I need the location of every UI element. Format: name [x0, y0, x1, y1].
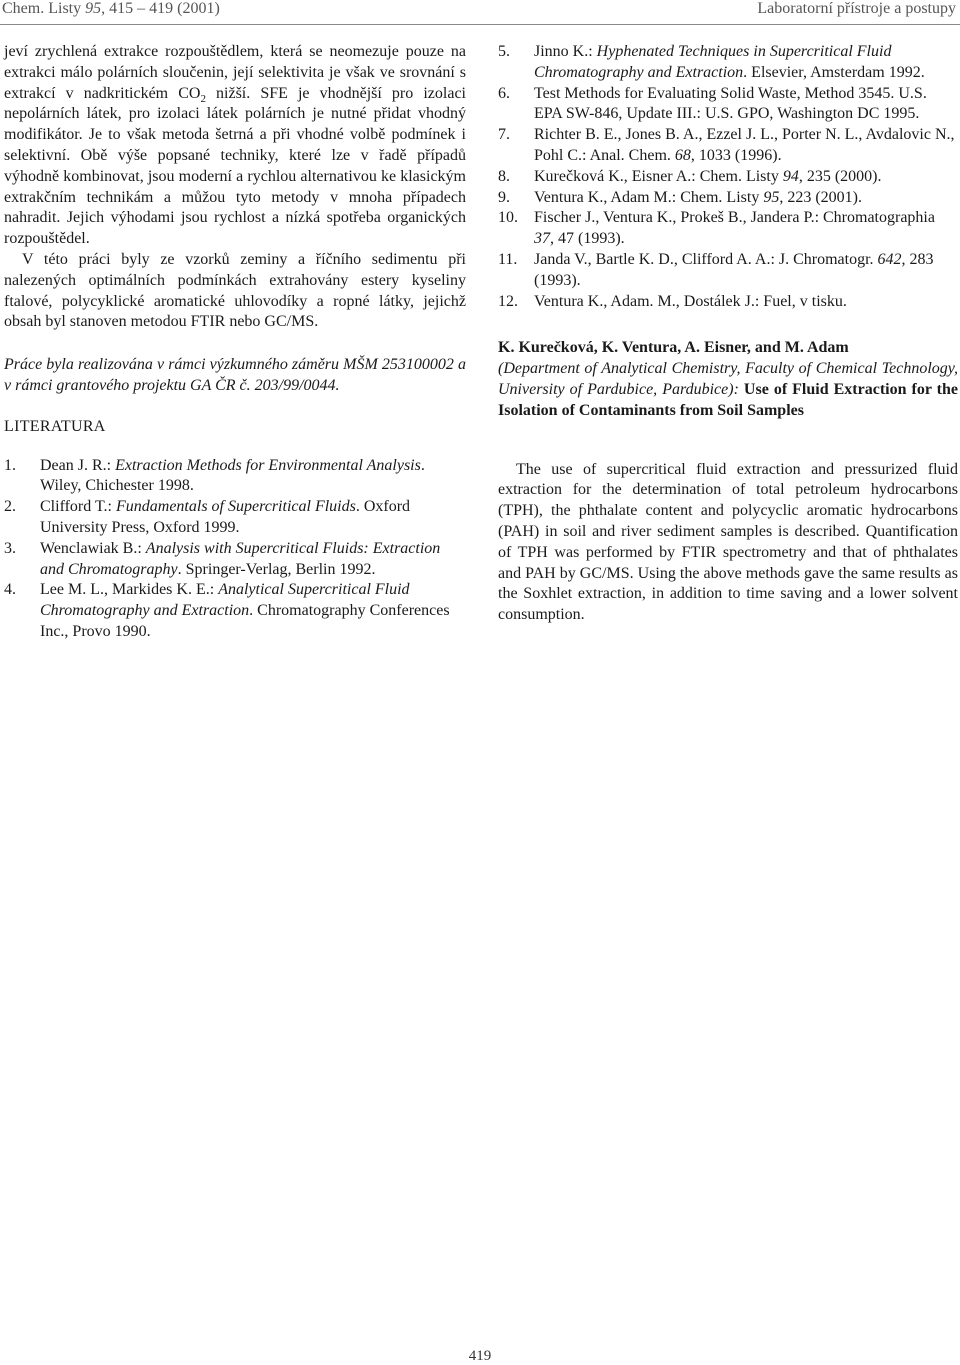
reference-volume: 642: [877, 250, 902, 268]
literature-heading: LITERATURA: [4, 417, 106, 435]
reference-number: 12.: [498, 292, 518, 310]
reference-item: [498, 208, 958, 250]
reference-item: [498, 84, 958, 126]
reference-number: 10.: [498, 209, 518, 227]
reference-list-right: [498, 42, 958, 312]
reference-publisher: . Springer-Verlag, Berlin 1992.: [177, 560, 376, 578]
reference-number: 3.: [4, 539, 16, 557]
reference-authors: Jinno K.:: [534, 43, 597, 60]
reference-volume: 37: [534, 230, 550, 248]
reference-authors: Test Methods for Evaluating Solid Waste, Method 3545. U.S. EPA SW-846, Update III.: U.S. GPO, Washington DC 1995.: [534, 84, 927, 123]
reference-number: 4.: [4, 581, 16, 599]
reference-authors: Ventura K., Adam. M., Dostálek J.: Fuel, v tisku.: [534, 292, 847, 310]
reference-title: Hyphenated Techniques in Supercritical Fluid Chromatography and Extraction: [534, 43, 892, 81]
reference-pages: , 223 (2001).: [779, 188, 862, 206]
reference-volume: 95: [763, 188, 780, 206]
body-paragraph-1: [4, 42, 466, 250]
reference-item: [4, 456, 466, 498]
reference-authors: Dean J. R.:: [40, 456, 116, 474]
reference-pages: , 1033 (1996).: [690, 146, 782, 164]
reference-title: Analytical Supercritical Fluid Chromatography and Extraction: [40, 581, 410, 620]
reference-item: [4, 497, 466, 539]
reference-item: [498, 250, 958, 292]
english-summary-heading: [498, 338, 958, 421]
reference-item: [498, 188, 958, 209]
page-number: 419: [468, 1348, 492, 1364]
journal-citation: [2, 0, 220, 18]
english-abstract: The use of supercritical fluid extraction and pressurized fluid extraction for the determination of total petroleum hydrocarbons (TPH), the phthalate content and polycyclic aromatic hydrocarbons (PAH) in soil and river sediment samples is described. Quantification of TPH was performed by FTIR spectrometry and that of phthalates and PAH by GC/MS. Using the above methods gave the same results as the Soxhlet extraction, in addition to time saving and a lower solvent consumption.: [498, 460, 958, 624]
reference-authors: Wenclawiak B.:: [40, 539, 146, 557]
reference-authors: Janda V., Bartle K. D., Clifford A. A.: J. Chromatogr.: [534, 250, 878, 268]
journal-volume: 95: [85, 0, 102, 17]
summary-title: Use of Fluid Extraction for the Isolation of Contaminants from Soil Samples: [498, 380, 959, 419]
reference-item: [498, 125, 958, 167]
reference-number: 11.: [498, 250, 518, 268]
reference-number: 5.: [498, 43, 510, 60]
left-column: [4, 42, 466, 643]
reference-item: [498, 167, 958, 188]
reference-authors: Lee M. L., Markides K. E.:: [40, 581, 219, 599]
reference-authors: Clifford T.:: [40, 498, 116, 516]
acknowledgement: Práce byla realizována v rámci výzkumného záměru MŠM 253100002 a v rámci grantového projektu GA ČR č. 203/99/0044.: [4, 356, 466, 394]
reference-number: 6.: [498, 84, 510, 102]
header-rule: [0, 24, 960, 25]
page-header: [0, 0, 960, 22]
section-title: Laboratorní přístroje a postupy: [757, 0, 956, 17]
reference-number: 9.: [498, 188, 510, 206]
reference-publisher: . Wiley, Chichester 1998.: [40, 456, 425, 495]
summary-authors: K. Kurečková, K. Ventura, A. Eisner, and M. Adam: [498, 339, 849, 357]
summary-affiliation: (Department of Analytical Chemistry, Faculty of Chemical Technology, University of Pardubice, Pardubice):: [498, 360, 958, 398]
journal-pages: , 415 – 419 (2001): [101, 0, 220, 17]
co2-subscript: 2: [200, 92, 206, 105]
reference-title: Extraction Methods for Environmental Analysis: [115, 456, 421, 474]
journal-name: Chem. Listy: [2, 0, 86, 17]
reference-volume: 68: [674, 146, 691, 164]
reference-publisher: . Elsevier, Amsterdam 1992.: [743, 63, 925, 81]
reference-item: [498, 42, 958, 84]
reference-number: 1.: [4, 456, 16, 474]
reference-authors: Richter B. E., Jones B. A., Ezzel J. L., Porter N. L., Avdalovic N., Pohl C.: Anal. Chem.: [534, 126, 955, 164]
reference-number: 7.: [498, 126, 510, 144]
reference-item: [498, 292, 958, 313]
reference-number: 2.: [4, 498, 16, 516]
reference-list-left: [4, 456, 466, 643]
reference-authors: Ventura K., Adam M.: Chem. Listy: [534, 188, 764, 206]
reference-item: [4, 580, 466, 642]
para1-text-a: jeví zrychlená extrakce rozpouštědlem, která se neomezuje pouze na extrakci málo polárních sloučenin, její selektivita je však ve srovnání s extrakcí v nadkritickém CO: [4, 43, 466, 102]
right-column: [498, 42, 958, 626]
reference-volume: 94: [782, 167, 799, 185]
body-paragraph-2: V této práci byly ze vzorků zeminy a říčního sedimentu při nalezených optimálních podmínkách extrahovány estery kyseliny ftalové, polycyklické aromatické uhlovodíky a ropné látky, jejichž obsah byl stanoven metodou FTIR nebo GC/MS.: [4, 250, 466, 331]
reference-authors: Fischer J., Ventura K., Prokeš B., Jandera P.: Chromatographia: [534, 209, 935, 227]
reference-publisher: . Chromatography Conferences Inc., Provo 1990.: [40, 602, 450, 640]
reference-number: 8.: [498, 167, 510, 185]
reference-pages: , 235 (2000).: [798, 167, 882, 185]
reference-pages: , 47 (1993).: [550, 230, 625, 248]
reference-title: Analysis with Supercritical Fluids: Extraction and Chromatography: [40, 539, 441, 578]
para1-text-b: nižší. SFE je vhodnější pro izolaci nepolárních látek, pro izolaci látek polárních je nutné přidat vhodný modifikátor. Je to však metoda šetrná a při vhodné volbě podmínek i selektivní. Obě výše popsané techniky, které lze v řadě případů výhodně kombinovat, jsou moderní a rychlou alternativou ke klasickým extrakčním technikám a můžou tyto metody v mnoha případech nahradit. Jejich výhodami jsou rychlost a nízká spotřeba organických rozpouštědel.: [4, 84, 466, 248]
reference-authors: Kurečková K., Eisner A.: Chem. Listy: [534, 167, 783, 185]
reference-publisher: . Oxford University Press, Oxford 1999.: [40, 498, 411, 536]
reference-pages: , 283 (1993).: [534, 250, 934, 289]
reference-title: Fundamentals of Supercritical Fluids: [116, 498, 356, 516]
reference-item: [4, 539, 466, 581]
